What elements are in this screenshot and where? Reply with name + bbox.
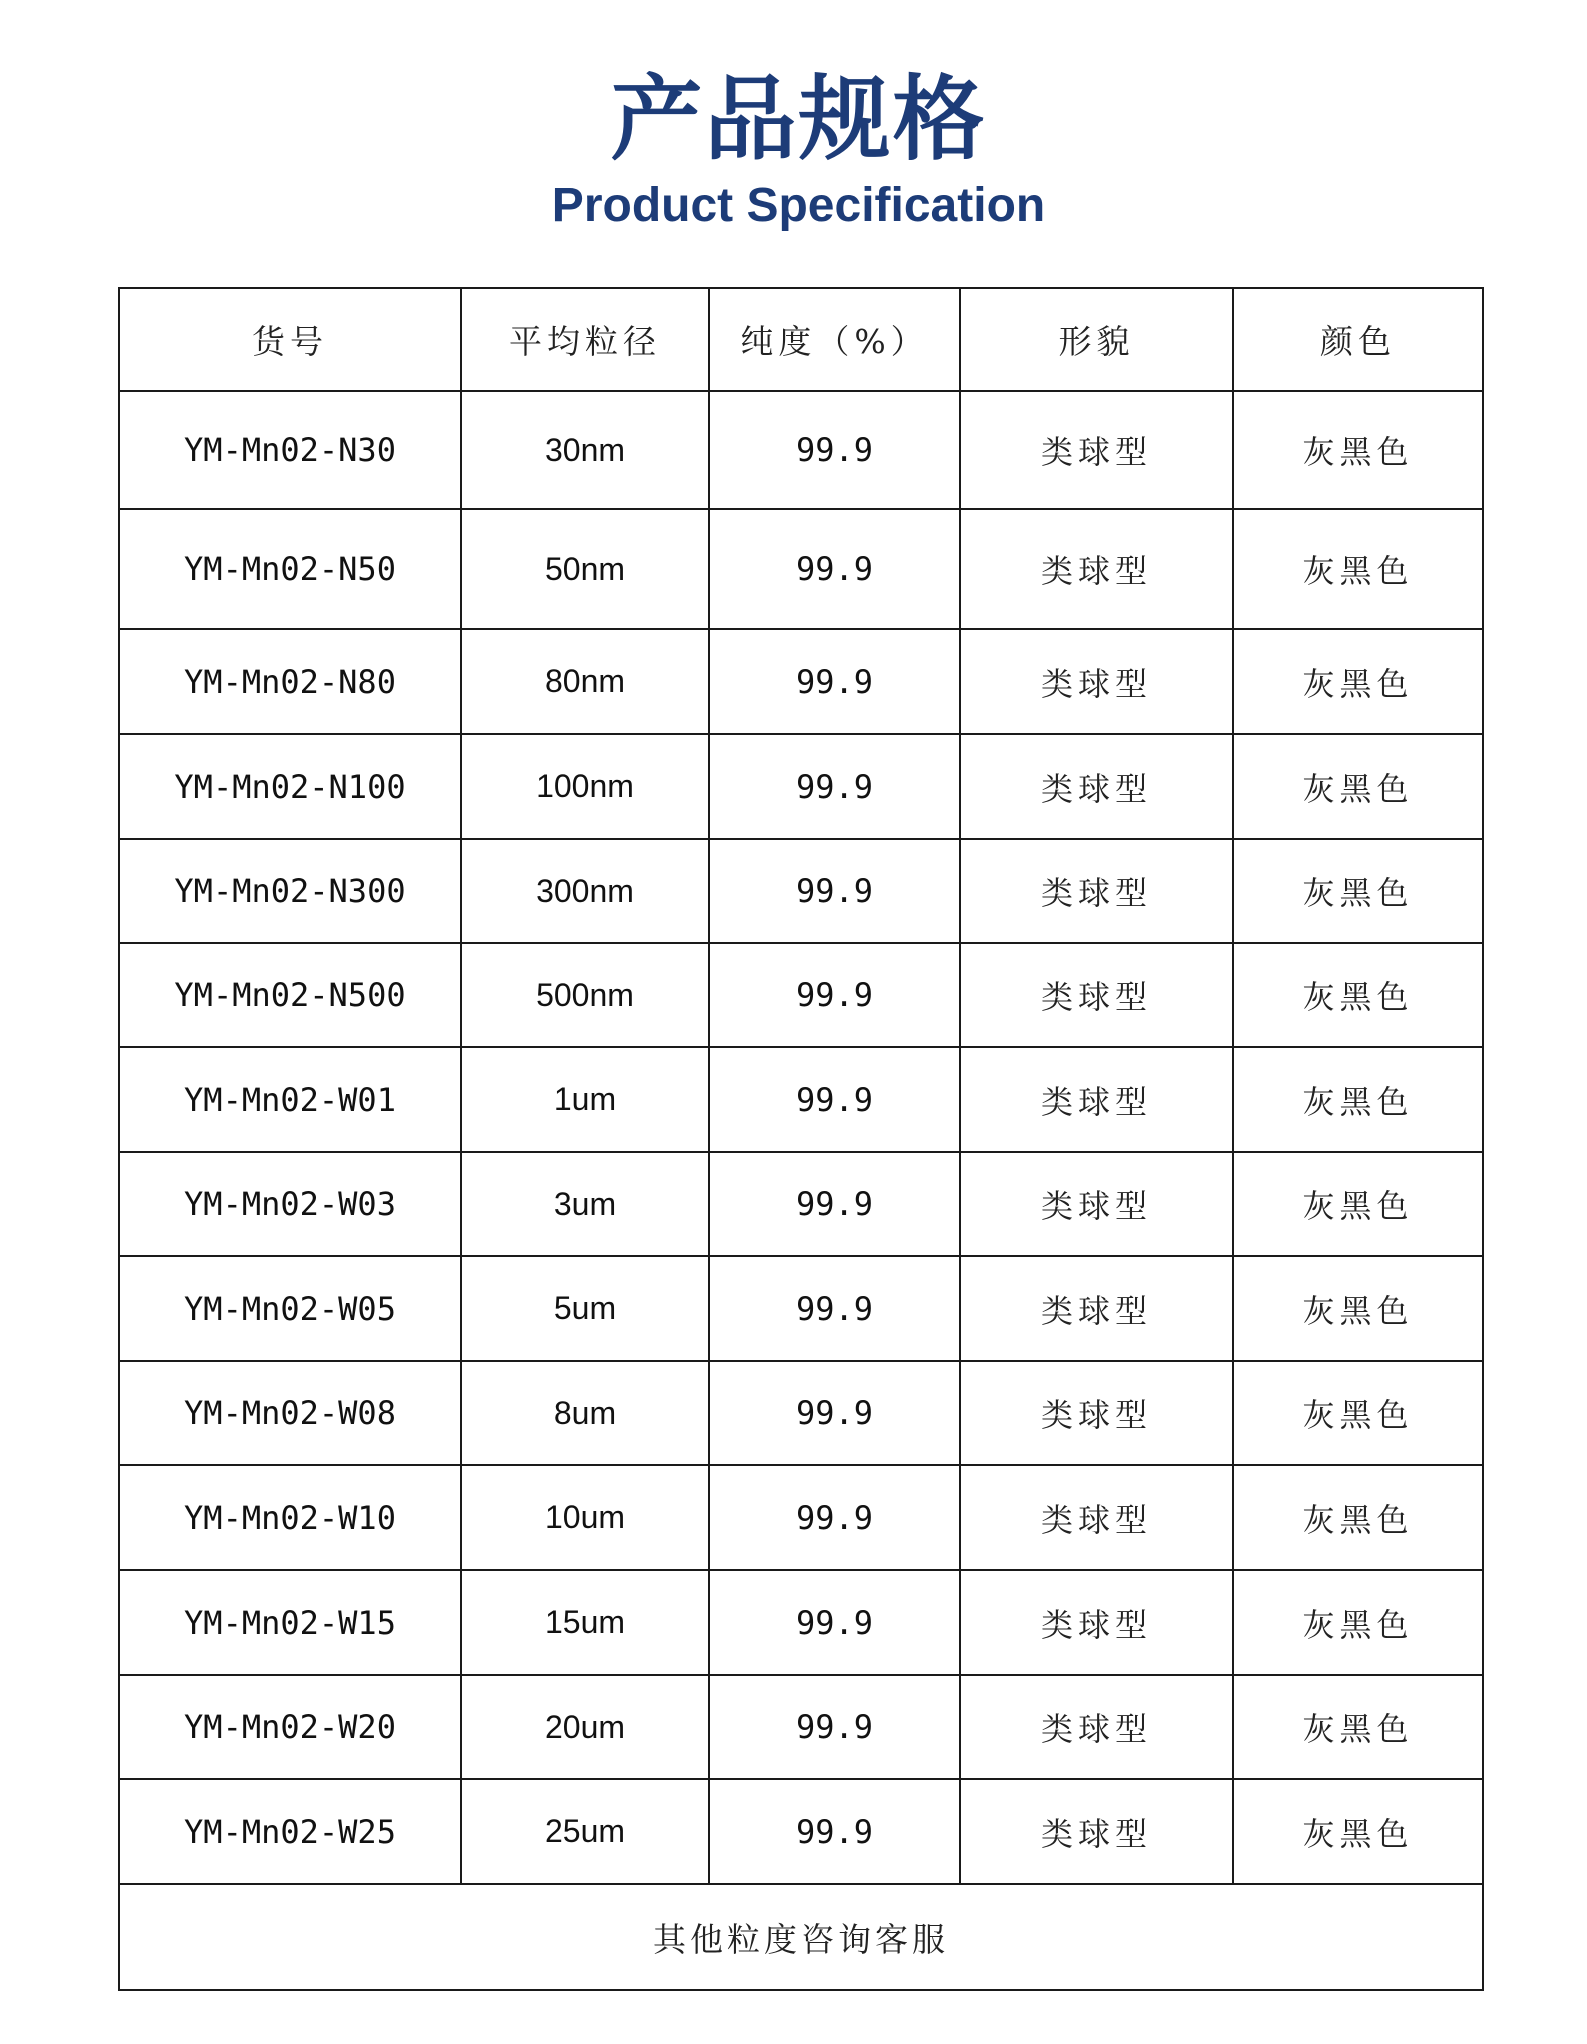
cell-morphology <box>960 629 1233 734</box>
cell-product-code-text: YM-Mn02-W20 <box>184 1708 396 1746</box>
cell-particle-size-text: 20um <box>544 1708 626 1745</box>
cell-purity-text: 99.9 <box>795 1289 874 1328</box>
cell-purity <box>709 509 960 629</box>
header-particle-size: 平均粒径 <box>461 288 709 391</box>
cell-color-text: 灰黑色 <box>1302 1396 1414 1434</box>
cell-morphology-text: 类球型 <box>1040 1500 1152 1539</box>
cell-purity <box>709 734 960 839</box>
cell-morphology <box>960 734 1233 839</box>
cell-purity-text: 99.9 <box>795 1708 874 1746</box>
cell-color <box>1233 734 1483 839</box>
cell-particle-size-text: 80nm <box>544 663 626 699</box>
cell-purity <box>709 1465 960 1570</box>
cell-particle-size <box>461 509 709 629</box>
cell-purity <box>709 1675 960 1779</box>
cell-morphology-text: 类球型 <box>1040 1605 1152 1644</box>
cell-morphology <box>960 1152 1233 1256</box>
cell-particle-size <box>461 1152 709 1256</box>
cell-morphology <box>960 943 1233 1047</box>
cell-particle-size <box>461 1570 709 1675</box>
table-row <box>119 629 1483 734</box>
page-title: 产品规格 <box>610 66 987 173</box>
cell-morphology <box>960 1675 1233 1779</box>
cell-product-code-text: YM-Mn02-W10 <box>184 1498 396 1537</box>
cell-purity <box>709 391 960 509</box>
cell-purity-text: 99.9 <box>795 1185 874 1223</box>
table-row <box>119 1779 1483 1884</box>
cell-morphology <box>960 1465 1233 1570</box>
cell-particle-size <box>461 1047 709 1152</box>
cell-purity-text: 99.9 <box>795 431 874 469</box>
cell-morphology <box>960 1570 1233 1675</box>
cell-particle-size <box>461 629 709 734</box>
cell-morphology-text: 类球型 <box>1040 1082 1152 1121</box>
cell-color-text: 灰黑色 <box>1302 433 1414 471</box>
cell-particle-size-text: 30nm <box>544 431 626 468</box>
cell-particle-size-text: 25um <box>544 1813 626 1849</box>
cell-color-text: 灰黑色 <box>1302 552 1414 590</box>
footer-note-cell <box>119 1884 1483 1990</box>
cell-color <box>1233 1675 1483 1779</box>
cell-purity <box>709 943 960 1047</box>
cell-color-text: 灰黑色 <box>1302 1500 1414 1539</box>
cell-product-code <box>119 943 461 1047</box>
cell-particle-size <box>461 1256 709 1361</box>
header-color: 颜色 <box>1233 288 1483 391</box>
cell-morphology <box>960 1047 1233 1152</box>
cell-color-text: 灰黑色 <box>1302 1082 1414 1121</box>
cell-particle-size <box>461 943 709 1047</box>
cell-purity-text: 99.9 <box>795 1603 874 1642</box>
cell-purity <box>709 629 960 734</box>
cell-morphology-text: 类球型 <box>1040 874 1152 912</box>
cell-color-text: 灰黑色 <box>1302 664 1414 703</box>
cell-color-text: 灰黑色 <box>1302 874 1414 912</box>
cell-morphology <box>960 509 1233 629</box>
cell-purity <box>709 1570 960 1675</box>
cell-color-text: 灰黑色 <box>1302 1605 1414 1644</box>
cell-particle-size-text: 8um <box>553 1394 617 1431</box>
cell-color <box>1233 1361 1483 1465</box>
page-header <box>0 66 1587 234</box>
cell-product-code <box>119 839 461 943</box>
cell-product-code <box>119 1361 461 1465</box>
cell-color <box>1233 629 1483 734</box>
cell-color <box>1233 509 1483 629</box>
cell-purity <box>709 1256 960 1361</box>
cell-purity-text: 99.9 <box>795 550 874 588</box>
table-row <box>119 1361 1483 1465</box>
cell-color-text: 灰黑色 <box>1302 1291 1414 1330</box>
header-purity: 纯度（%） <box>709 288 960 391</box>
table-row <box>119 839 1483 943</box>
cell-morphology-text: 类球型 <box>1040 664 1152 703</box>
cell-purity <box>709 1361 960 1465</box>
header-morphology: 形貌 <box>960 288 1233 391</box>
cell-particle-size-text: 15um <box>544 1604 626 1640</box>
cell-purity-text: 99.9 <box>795 976 874 1014</box>
cell-color <box>1233 1047 1483 1152</box>
cell-color <box>1233 839 1483 943</box>
cell-purity-text: 99.9 <box>795 1394 874 1432</box>
cell-morphology <box>960 1256 1233 1361</box>
cell-particle-size-text: 1um <box>553 1081 617 1117</box>
cell-color <box>1233 391 1483 509</box>
cell-purity <box>709 1047 960 1152</box>
cell-product-code <box>119 1465 461 1570</box>
cell-product-code-text: YM-Mn02-N80 <box>184 662 396 701</box>
cell-product-code-text: YM-Mn02-W08 <box>184 1394 396 1432</box>
cell-morphology-text: 类球型 <box>1040 1710 1152 1748</box>
cell-color-text: 灰黑色 <box>1302 1814 1414 1853</box>
page-subtitle: Product Specification <box>551 179 1046 232</box>
cell-particle-size-text: 10um <box>544 1499 626 1535</box>
cell-particle-size-text: 300nm <box>536 872 634 909</box>
header-product-code: 货号 <box>119 288 461 391</box>
cell-morphology-text: 类球型 <box>1040 978 1152 1016</box>
cell-product-code-text: YM-Mn02-N500 <box>174 976 406 1014</box>
cell-product-code-text: YM-Mn02-W01 <box>184 1080 396 1119</box>
table-body <box>119 391 1483 1884</box>
table-row <box>119 1256 1483 1361</box>
cell-morphology <box>960 1361 1233 1465</box>
table-row <box>119 1465 1483 1570</box>
cell-particle-size <box>461 1465 709 1570</box>
cell-purity-text: 99.9 <box>795 872 874 910</box>
cell-purity-text: 99.9 <box>795 1080 874 1119</box>
cell-purity-text: 99.9 <box>795 662 874 701</box>
table-header-row <box>119 288 1483 391</box>
table-row <box>119 734 1483 839</box>
cell-particle-size-text: 5um <box>553 1290 617 1326</box>
cell-particle-size-text: 100nm <box>536 768 634 804</box>
cell-product-code <box>119 1152 461 1256</box>
cell-color <box>1233 1256 1483 1361</box>
cell-morphology-text: 类球型 <box>1040 1291 1152 1330</box>
cell-product-code-text: YM-Mn02-W05 <box>184 1289 396 1328</box>
cell-purity-text: 99.9 <box>795 767 874 806</box>
cell-product-code <box>119 1047 461 1152</box>
table-row <box>119 1047 1483 1152</box>
cell-particle-size <box>461 734 709 839</box>
cell-product-code <box>119 1256 461 1361</box>
cell-morphology-text: 类球型 <box>1040 1814 1152 1853</box>
cell-product-code-text: YM-Mn02-W25 <box>184 1812 396 1851</box>
cell-particle-size <box>461 391 709 509</box>
cell-morphology-text: 类球型 <box>1040 433 1152 471</box>
cell-purity-text: 99.9 <box>795 1498 874 1537</box>
cell-particle-size <box>461 1779 709 1884</box>
cell-color-text: 灰黑色 <box>1302 769 1414 808</box>
cell-color <box>1233 1152 1483 1256</box>
spec-table <box>118 287 1484 1991</box>
cell-particle-size <box>461 1361 709 1465</box>
cell-product-code <box>119 1675 461 1779</box>
cell-morphology-text: 类球型 <box>1040 552 1152 590</box>
table-footer-row <box>119 1884 1483 1990</box>
cell-purity <box>709 1152 960 1256</box>
cell-color <box>1233 1465 1483 1570</box>
cell-product-code-text: YM-Mn02-W03 <box>184 1185 396 1223</box>
cell-product-code-text: YM-Mn02-N300 <box>174 872 406 910</box>
cell-particle-size <box>461 839 709 943</box>
cell-product-code-text: YM-Mn02-N30 <box>184 431 396 469</box>
cell-color-text: 灰黑色 <box>1302 1187 1414 1225</box>
cell-color <box>1233 1570 1483 1675</box>
cell-purity-text: 99.9 <box>795 1812 874 1851</box>
cell-morphology-text: 类球型 <box>1040 769 1152 808</box>
table-row <box>119 1570 1483 1675</box>
cell-particle-size-text: 500nm <box>536 976 634 1013</box>
cell-color-text: 灰黑色 <box>1302 978 1414 1016</box>
cell-purity <box>709 839 960 943</box>
cell-morphology <box>960 1779 1233 1884</box>
cell-product-code-text: YM-Mn02-N100 <box>174 767 406 806</box>
cell-product-code-text: YM-Mn02-N50 <box>184 550 396 588</box>
cell-product-code <box>119 1779 461 1884</box>
cell-purity <box>709 1779 960 1884</box>
cell-color <box>1233 1779 1483 1884</box>
footer-note: 其他粒度咨询客服 <box>653 1919 949 1959</box>
cell-product-code <box>119 1570 461 1675</box>
cell-product-code <box>119 391 461 509</box>
table-row <box>119 509 1483 629</box>
table-row <box>119 943 1483 1047</box>
cell-product-code-text: YM-Mn02-W15 <box>184 1603 396 1642</box>
cell-color <box>1233 943 1483 1047</box>
table-row <box>119 1675 1483 1779</box>
cell-morphology <box>960 391 1233 509</box>
cell-particle-size <box>461 1675 709 1779</box>
cell-color-text: 灰黑色 <box>1302 1710 1414 1748</box>
table-row <box>119 1152 1483 1256</box>
cell-morphology <box>960 839 1233 943</box>
cell-particle-size-text: 3um <box>553 1185 617 1222</box>
cell-morphology-text: 类球型 <box>1040 1187 1152 1225</box>
cell-product-code <box>119 734 461 839</box>
cell-product-code <box>119 509 461 629</box>
cell-particle-size-text: 50nm <box>544 550 626 587</box>
cell-morphology-text: 类球型 <box>1040 1396 1152 1434</box>
cell-product-code <box>119 629 461 734</box>
table-row <box>119 391 1483 509</box>
